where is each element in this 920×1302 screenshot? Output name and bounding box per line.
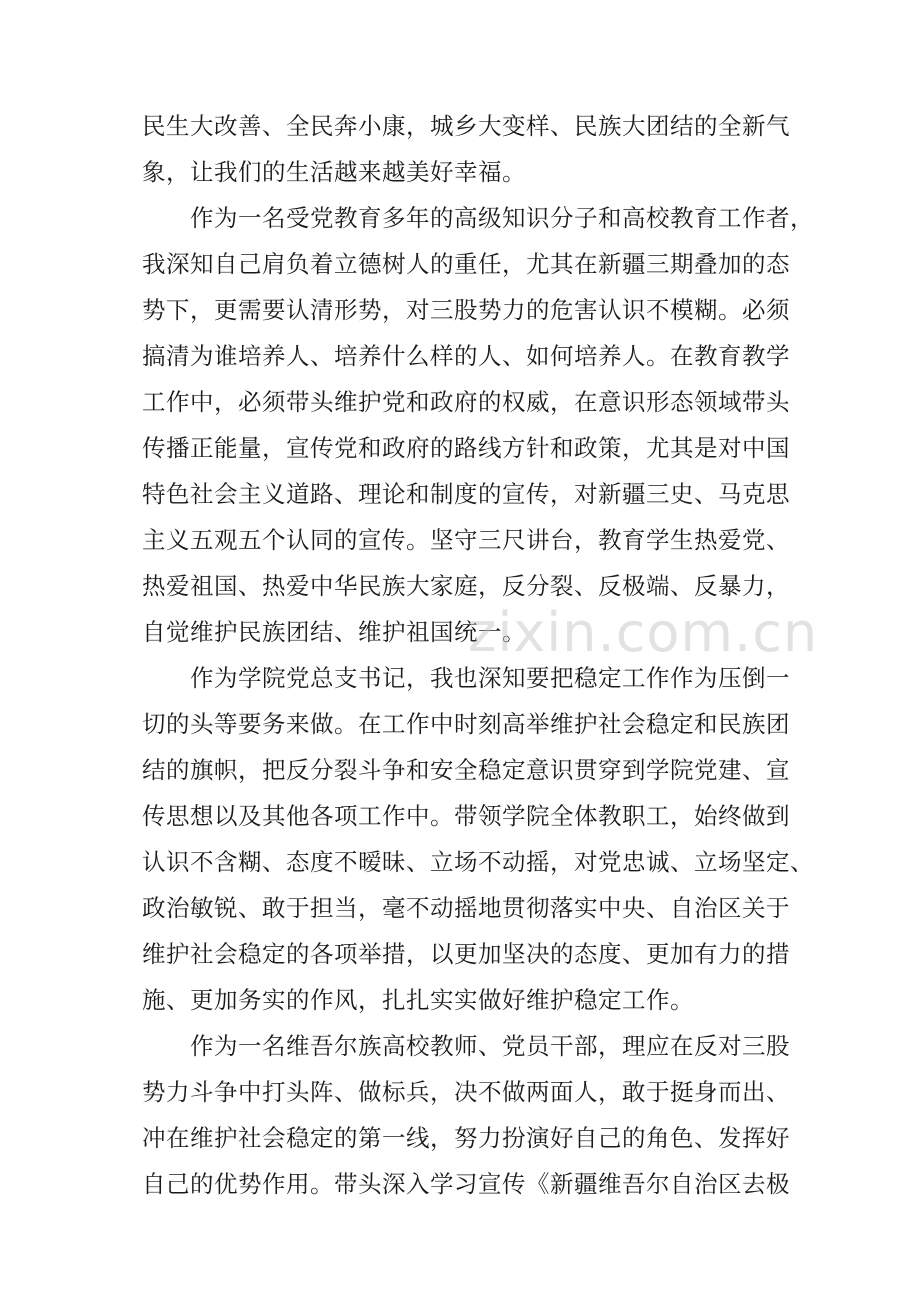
text-line: 施、更加务实的作风，扎扎实实做好维护稳定工作。 bbox=[142, 986, 694, 1014]
text-line: 维护社会稳定的各项举措，以更加坚决的态度、更加有力的措 bbox=[142, 940, 790, 968]
text-line: 自觉维护民族团结、维护祖国统一。 bbox=[142, 618, 526, 646]
text-line: 我深知自己肩负着立德树人的重任，尤其在新疆三期叠加的态 bbox=[142, 250, 790, 278]
text-line: 搞清为谁培养人、培养什么样的人、如何培养人。在教育教学 bbox=[142, 342, 790, 370]
text-line: 自己的优势作用。带头深入学习宣传《新疆维吾尔自治区去极 bbox=[142, 1170, 790, 1198]
text-line: 热爱祖国、热爱中华民族大家庭，反分裂、反极端、反暴力， bbox=[142, 572, 790, 600]
text-line: 民生大改善、全民奔小康，城乡大变样、民族大团结的全新气 bbox=[142, 112, 790, 140]
text-line: 主义五观五个认同的宣传。坚守三尺讲台，教育学生热爱党、 bbox=[142, 526, 790, 554]
text-line: 结的旗帜，把反分裂斗争和安全稳定意识贯穿到学院党建、宣 bbox=[142, 756, 790, 784]
paragraph-first-line: 作为一名维吾尔族高校教师、党员干部，理应在反对三股 bbox=[190, 1032, 790, 1060]
text-line: 势下，更需要认清形势，对三股势力的危害认识不模糊。必须 bbox=[142, 296, 790, 324]
watermark: zixin.com.cn bbox=[468, 601, 819, 664]
text-line: 切的头等要务来做。在工作中时刻高举维护社会稳定和民族团 bbox=[142, 710, 790, 738]
text-line: 政治敏锐、敢于担当，毫不动摇地贯彻落实中央、自治区关于 bbox=[142, 894, 790, 922]
text-line: 势力斗争中打头阵、做标兵，决不做两面人，敢于挺身而出、 bbox=[142, 1078, 790, 1106]
text-line: 特色社会主义道路、理论和制度的宣传，对新疆三史、马克思 bbox=[142, 480, 790, 508]
text-line: 传思想以及其他各项工作中。带领学院全体教职工，始终做到 bbox=[142, 802, 790, 830]
text-line: 传播正能量，宣传党和政府的路线方针和政策，尤其是对中国 bbox=[142, 434, 790, 462]
paragraph-first-line: 作为学院党总支书记，我也深知要把稳定工作作为压倒一 bbox=[190, 664, 790, 692]
text-line: 工作中，必须带头维护党和政府的权威，在意识形态领域带头 bbox=[142, 388, 790, 416]
text-line: 象，让我们的生活越来越美好幸福。 bbox=[142, 158, 526, 186]
text-line: 认识不含糊、态度不暧昧、立场不动摇，对党忠诚、立场坚定、 bbox=[142, 848, 814, 876]
paragraph-first-line: 作为一名受党教育多年的高级知识分子和高校教育工作者， bbox=[190, 204, 814, 232]
text-line: 冲在维护社会稳定的第一线，努力扮演好自己的角色、发挥好 bbox=[142, 1124, 790, 1152]
